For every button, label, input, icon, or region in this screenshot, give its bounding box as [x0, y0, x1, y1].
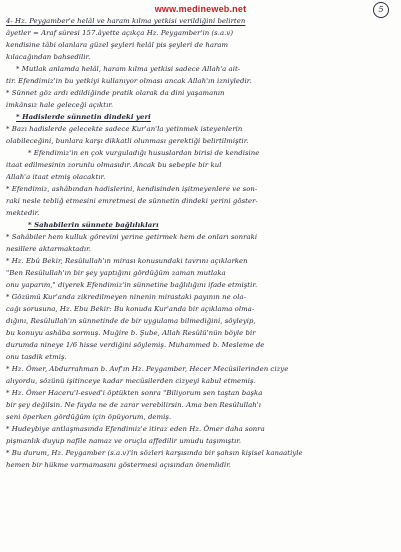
site-watermark: www.medineweb.net: [154, 4, 247, 14]
handwritten-text-body: [6, 15, 396, 471]
text-line: bir şey değilsin. Ne fayda ne de zarar verebilirsin. Ama ben Resûlullah'ı: [6, 401, 261, 409]
text-line: alıyordu, sözünü işitinceye kadar mecûsilerden cizyeyi kabul etmemiş.: [6, 377, 256, 385]
text-line: * Sünnet göz ardı edildiğinde pratik olarak da dini yaşamanın: [6, 89, 225, 97]
text-line: * Gözümü Kur'anda zikredilmeyen ninenin mirastaki payının ne ola-: [6, 293, 246, 301]
text-line: dığını, Resûlullah'ın sünnetinde de bir uygulama bilmediğini, söyleyip,: [6, 317, 256, 325]
text-line: olabileceğini, bunlara karşı dikkatli olunması gerektiği belirtilmiştir.: [6, 137, 249, 145]
page-number: 5: [373, 2, 389, 18]
text-line: * Hudeybiye antlaşmasında Efendimiz'e itiraz eden Hz. Ömer daha sonra: [6, 425, 265, 433]
text-line: durumda nineye 1/6 hisse verdiğini söylemiş. Muhammed b. Mesleme de: [6, 341, 265, 349]
text-line: âyetler = Araf sûresi 157.âyette açıkça Hz. Peygamber'in (s.a.v): [6, 29, 234, 37]
text-line: tir. Efendimiz'in bu yetkiyi kullanıyor olması ancak Allah'ın izniyledir.: [6, 77, 252, 85]
text-line: seni öperken gördüğüm için öpüyorum, demiş.: [6, 413, 172, 421]
text-line: bu konuyu ashâba sormuş. Muğire b. Şube, Allah Resûlü'nün böyle bir: [6, 329, 256, 337]
text-line: * Efendimiz, ashâbından hadislerini, kendisinden işitmeyenlere ve son-: [6, 185, 258, 193]
text-line: * Hz. Ömer, Abdurrahman b. Avf'ın Hz. Peygamber, Hecer Mecûsilerinden cizye: [6, 365, 289, 373]
text-line: * Sahâbiler hem kulluk görevini yerine getirmek hem de onları sonraki: [6, 233, 258, 241]
text-line: raki nesle tebliğ etmesini emretmesi de sünnetin dindeki yerini göster-: [6, 197, 258, 205]
text-line: hemen bir hükme varmamasını göstermesi açısından önemlidir.: [6, 461, 232, 469]
text-line: kendisine tâbi olanlara güzel şeyleri helâl pis şeyleri de haram: [6, 41, 229, 49]
text-line: * Bu durum, Hz. Peygamber (s.a.v)'in sözleri karşısında bir şahsın kişisel kanaatiyle: [6, 449, 303, 457]
text-line: onu tasdik etmiş.: [6, 353, 67, 361]
text-line: * Hadislerde sünnetin dindeki yeri: [16, 113, 151, 121]
text-line: mektedir.: [6, 209, 40, 217]
text-line: cağı sorusuna, Hz. Ebu Bekir: Bu konuda Kur'anda bir açıklama olma-: [6, 305, 255, 313]
text-line: Allah'a itaat etmiş olacaktır.: [6, 173, 106, 181]
text-line: onu yaparım," diyerek Efendimiz'in sünnetine bağlılığını ifade etmiştir.: [6, 281, 258, 289]
text-line: * Mutlak anlamda helâl, haram kılma yetkisi sadece Allah'a ait-: [16, 65, 241, 73]
text-line: * Efendimiz'in en çok vurguladığı hususlardan birisi de kendisine: [28, 149, 260, 157]
text-line: nesillere aktarmaktadır.: [6, 245, 91, 253]
text-line: * Hz. Ebû Bekir, Resûlullah'ın mirası konusundaki tavrını açıklarken: [6, 257, 248, 265]
text-line: 4- Hz. Peygamber'e helâl ve haram kılma yetkisi verildiğini belirten: [6, 17, 246, 25]
text-line: "Ben Resûlullah'ın bir şey yaptığını gördüğüm zaman mutlaka: [6, 269, 226, 277]
text-line: pişmanlık duyup nafile namaz ve oruçla affedilir umudu taşımıştır.: [6, 437, 242, 445]
text-line: * Hz. Ömer Haceru'l-esved'i öptükten sonra "Biliyorum sen taştan başka: [6, 389, 263, 397]
text-line: kılacağından bahsedilir.: [6, 53, 91, 61]
text-line: * Bazı hadislerde gelecekte sadece Kur'an'la yetinmek isteyenlerin: [6, 125, 243, 133]
text-line: imkânsız hale geleceği açıktır.: [6, 101, 114, 109]
text-line: * Sahabilerin sünnete bağlılıkları: [28, 221, 159, 229]
text-line: itaat edilmesinin zorunlu olmasıdır. Ancak bu sebeple bir kul: [6, 161, 222, 169]
